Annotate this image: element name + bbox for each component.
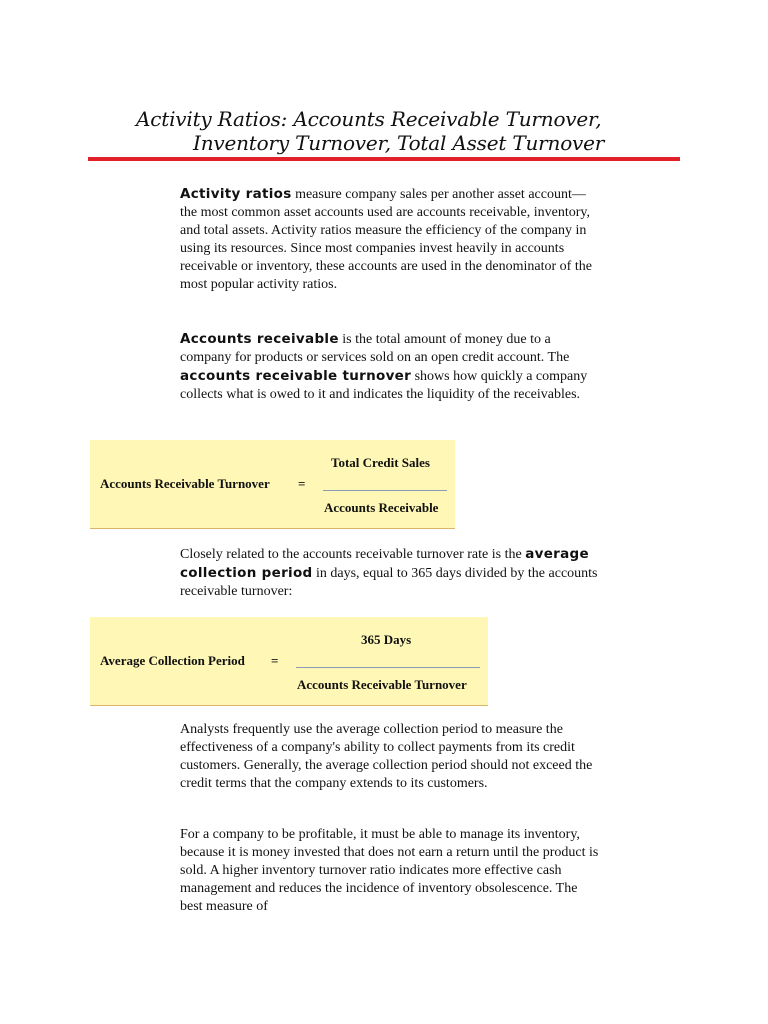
- paragraph-text: measure company sales per another asset account—the most common asset accounts used are accounts receivable, inventory, and total assets. Activity ratios measure the efficiency of the company in using its resources. Since most companies invest heavily in accounts receivable or inventory, these accounts are used in the denominator of the most popular activity ratios.: [180, 187, 592, 292]
- term-accounts-receivable: Accounts receivable: [180, 331, 339, 347]
- page-title-line-2: Inventory Turnover, Total Asset Turnover: [193, 131, 605, 155]
- paragraph-average-collection-period: [180, 545, 600, 601]
- term-activity-ratios: Activity ratios: [180, 186, 292, 202]
- paragraph-text: Closely related to the accounts receivable turnover rate is the: [180, 547, 526, 562]
- formula-equals: =: [298, 476, 306, 491]
- formula-label: Average Collection Period: [100, 653, 245, 668]
- formula-label: Accounts Receivable Turnover: [100, 476, 270, 491]
- formula-denominator: Accounts Receivable: [324, 500, 439, 515]
- formula-numerator: 365 Days: [361, 632, 412, 647]
- page-title-line-1: Activity Ratios: Accounts Receivable Turnover,: [136, 107, 602, 131]
- formula-equals: =: [271, 653, 279, 668]
- formula-accounts-receivable-turnover: [90, 440, 455, 529]
- term-average-collection-period: average collection period: [180, 546, 589, 581]
- paragraph-analysts: Analysts frequently use the average collection period to measure the effectiveness of a company's ability to collect payments from its credit customers. Generally, the average collection period should not exceed the credit terms that the company extends to its customers.: [180, 722, 593, 791]
- paragraph-accounts-receivable: [180, 330, 600, 404]
- formula-denominator: Accounts Receivable Turnover: [297, 677, 467, 692]
- term-accounts-receivable-turnover: accounts receivable turnover: [180, 368, 412, 384]
- paragraph-text: in days, equal to 365 days divided by the accounts receivable turnover:: [180, 566, 598, 599]
- fraction-bar: [296, 667, 480, 668]
- title-rule: [88, 157, 680, 161]
- fraction-bar: [323, 490, 447, 491]
- paragraph-activity-ratios: [180, 185, 600, 294]
- paragraph-text: shows how quickly a company collects what is owed to it and indicates the liquidity of the receivables.: [180, 369, 588, 402]
- formula-numerator: Total Credit Sales: [331, 455, 430, 470]
- paragraph-inventory: For a company to be profitable, it must be able to manage its inventory, because it is money invested that does not earn a return until the product is sold. A higher inventory turnover ratio indicates more effective cash management and reduces the incidence of inventory obsolescence. The best measure of: [180, 827, 599, 914]
- paragraph-text: is the total amount of money due to a company for products or services sold on an open credit account. The: [180, 332, 570, 365]
- formula-average-collection-period: [90, 617, 488, 706]
